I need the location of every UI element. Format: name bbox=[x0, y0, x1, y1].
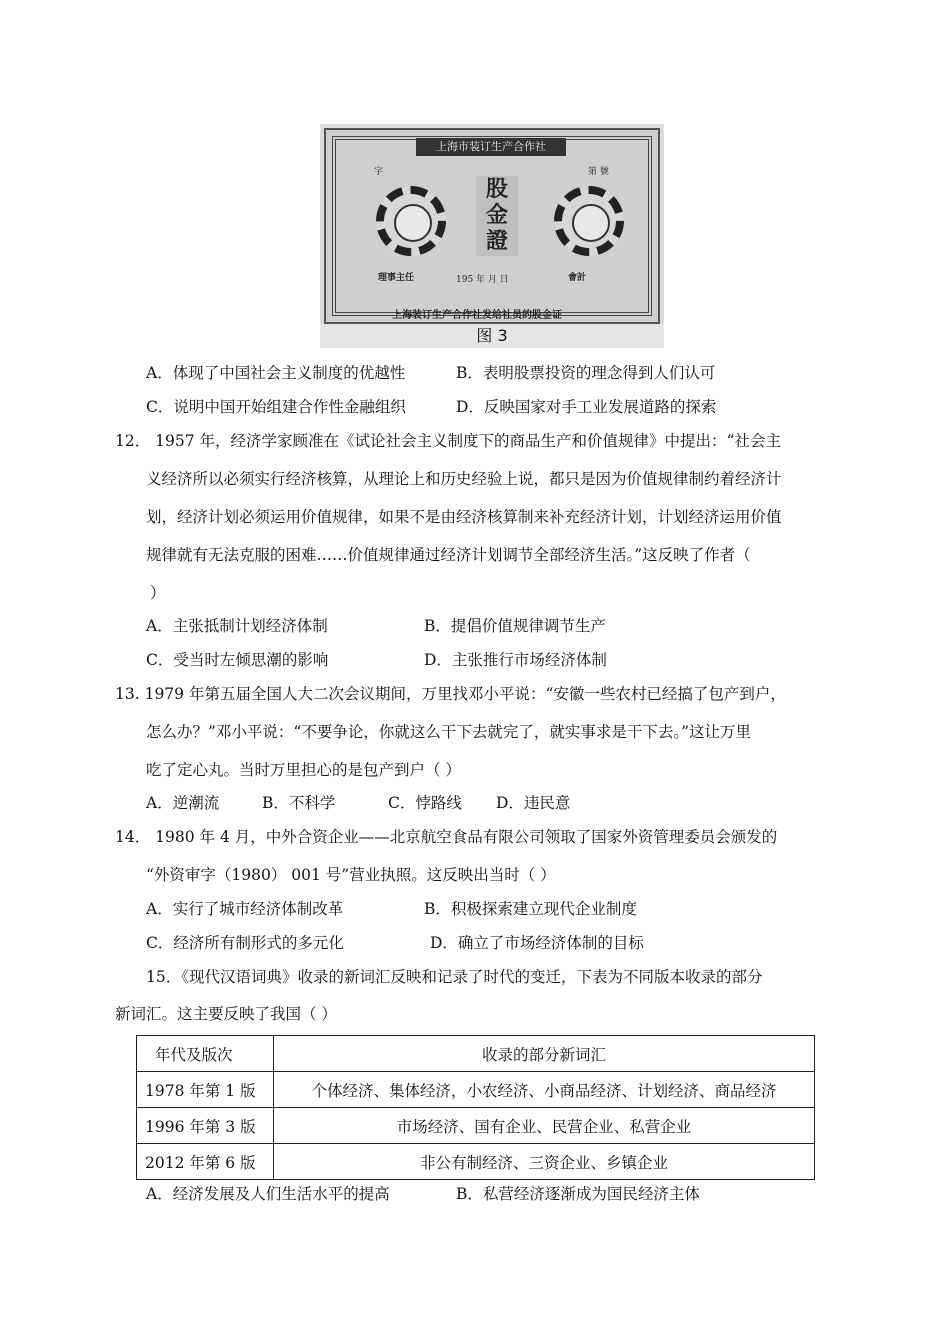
q15-stem-line-2: 新词汇。这主要反映了我国（ ） bbox=[115, 1005, 337, 1023]
q11-option-b: B．表明股票投资的理念得到人们认可 bbox=[456, 364, 716, 382]
q11-option-d: D．反映国家对手工业发展道路的探索 bbox=[456, 398, 717, 416]
q13-stem-line-3: 吃了定心丸。当时万里担心的是包产到户（ ） bbox=[146, 761, 461, 779]
certificate-left-label: 理事主任 bbox=[378, 273, 415, 283]
q12-stem-line-3: 划，经济计划必须运用价值规律，如果不是由经济核算制来补充经济计划，计划经济运用价值 bbox=[146, 508, 782, 526]
vocabulary-table bbox=[136, 1035, 815, 1180]
certificate-bottom-text: 上海装订生产合作社发给社员的股金证 bbox=[392, 310, 562, 321]
table-header-edition: 年代及版次 bbox=[137, 1036, 274, 1072]
table-cell-edition: 2012 年第 6 版 bbox=[137, 1144, 274, 1180]
certificate-image bbox=[324, 128, 660, 324]
q12-stem-line-5: ） bbox=[150, 584, 166, 602]
gear-emblem-left bbox=[376, 186, 446, 256]
certificate-date: 195 年 月 日 bbox=[456, 275, 509, 285]
table-row bbox=[137, 1108, 815, 1144]
q12-option-b: B．提倡价值规律调节生产 bbox=[424, 617, 606, 635]
q13-option-b: B．不科学 bbox=[262, 794, 336, 812]
q15-stem-line-1: 15．《现代汉语词典》收录的新词汇反映和记录了时代的变迁，下表为不同版本收录的部分 bbox=[146, 968, 763, 986]
q15-option-b: B．私营经济逐渐成为国民经济主体 bbox=[456, 1185, 700, 1203]
q12-stem-line-4: 规律就有无法克服的困难……价值规律通过经济计划调节全部经济生活。”这反映了作者（ bbox=[146, 546, 751, 564]
q12-option-d: D．主张推行市场经济体制 bbox=[424, 651, 607, 669]
q13-option-d: D．违民意 bbox=[496, 794, 571, 812]
share-certificate-figure bbox=[320, 124, 664, 348]
q13-option-a: A．逆潮流 bbox=[146, 794, 220, 812]
q13-stem-line-1: 13. 1979 年第五届全国人大二次会议期间，万里找邓小平说：“安徽一些农村已经搞了包产到户， bbox=[115, 685, 786, 703]
q14-option-d: D．确立了市场经济体制的目标 bbox=[430, 934, 644, 952]
certificate-center-text: 股金證 bbox=[476, 176, 518, 256]
q14-stem-line-1: 14． 1980 年 4 月，中外合资企业——北京航空食品有限公司领取了国家外资管理委员会颁发的 bbox=[115, 828, 778, 846]
q14-option-c: C．经济所有制形式的多元化 bbox=[146, 934, 344, 952]
table-cell-words: 个体经济、集体经济，小农经济、小商品经济、计划经济、商品经济 bbox=[274, 1072, 815, 1108]
q14-stem-line-2: “外资审字（1980） 001 号”营业执照。这反映出当时（ ） bbox=[146, 866, 556, 884]
certificate-serial-right: 第 號 bbox=[588, 167, 609, 177]
gear-emblem-right bbox=[554, 186, 624, 256]
figure-caption: 图 3 bbox=[320, 324, 664, 348]
table-header-row bbox=[137, 1036, 815, 1072]
q13-option-c: C．悖路线 bbox=[388, 794, 462, 812]
table-cell-words: 市场经济、国有企业、民营企业、私营企业 bbox=[274, 1108, 815, 1144]
q12-stem-line-2: 义经济所以必须实行经济核算，从理论上和历史经验上说，都只是因为价值规律制约着经济计 bbox=[146, 470, 782, 488]
q12-option-c: C．受当时左倾思潮的影响 bbox=[146, 651, 329, 669]
certificate-right-label: 會計 bbox=[568, 273, 587, 283]
q14-option-b: B．积极探索建立现代企业制度 bbox=[424, 900, 637, 918]
q12-option-a: A．主张抵制计划经济体制 bbox=[146, 617, 328, 635]
table-row bbox=[137, 1144, 815, 1180]
table-row bbox=[137, 1072, 815, 1108]
table-cell-words: 非公有制经济、三资企业、乡镇企业 bbox=[274, 1144, 815, 1180]
q14-option-a: A．实行了城市经济体制改革 bbox=[146, 900, 344, 918]
q11-option-c: C．说明中国开始组建合作性金融组织 bbox=[146, 398, 406, 416]
q11-option-a: A．体现了中国社会主义制度的优越性 bbox=[146, 364, 406, 382]
table-cell-edition: 1996 年第 3 版 bbox=[137, 1108, 274, 1144]
q12-stem-line-1: 12． 1957 年，经济学家顾准在《试论社会主义制度下的商品生产和价值规律》中提出：“社会主 bbox=[115, 432, 781, 450]
certificate-header: 上海市装订生产合作社 bbox=[416, 138, 566, 156]
q15-option-a: A．经济发展及人们生活水平的提高 bbox=[146, 1185, 390, 1203]
q13-stem-line-2: 怎么办？”邓小平说：“不要争论，你就这么干下去就完了，就实事求是干下去。”这让万里 bbox=[146, 723, 752, 741]
table-cell-edition: 1978 年第 1 版 bbox=[137, 1072, 274, 1108]
certificate-serial-left: 字 bbox=[374, 167, 384, 177]
table-header-words: 收录的部分新词汇 bbox=[274, 1036, 815, 1072]
